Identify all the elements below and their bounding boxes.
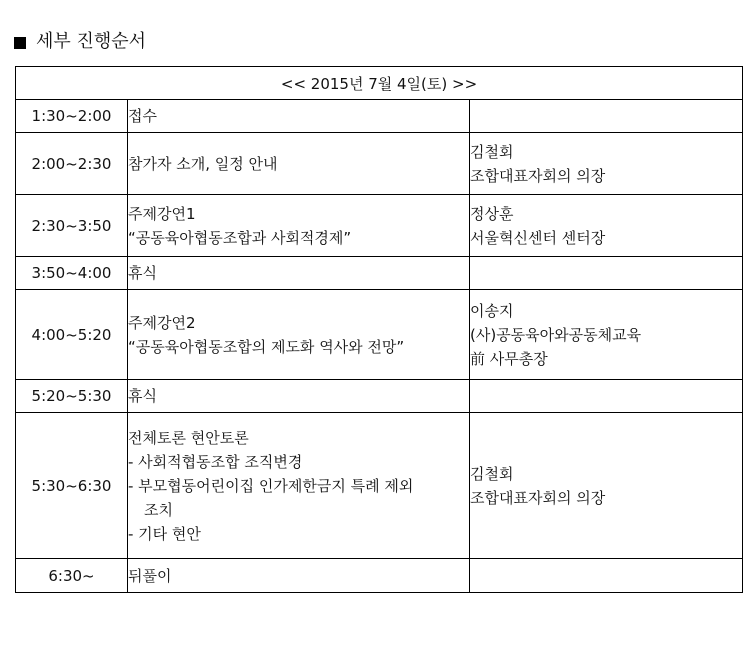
table-row — [16, 133, 743, 195]
speaker-cell — [470, 559, 743, 593]
program-line: 전체토론 현안토론 — [128, 428, 249, 447]
table-row — [16, 100, 743, 133]
speaker-cell — [470, 290, 743, 380]
table-row — [16, 380, 743, 413]
square-bullet-icon — [14, 37, 26, 49]
table-row — [16, 559, 743, 593]
speaker-cell — [470, 100, 743, 133]
speaker-name: 김철회 — [470, 464, 514, 483]
speaker-title: 서울혁신센터 센터장 — [470, 228, 606, 247]
speaker-affiliation: (사)공동육아와공동체교육 — [470, 325, 642, 344]
table-row — [16, 290, 743, 380]
table-row — [16, 257, 743, 290]
time-cell: 5:30~6:30 — [16, 413, 128, 559]
section-heading-text: 세부 진행순서 — [36, 31, 147, 52]
program-cell — [128, 133, 470, 195]
speaker-name: 김철회 — [470, 142, 514, 161]
speaker-name: 이송지 — [470, 301, 514, 320]
program-cell — [128, 290, 470, 380]
speaker-cell — [470, 413, 743, 559]
program-cell — [128, 413, 470, 559]
speaker-title: 조합대표자회의 의장 — [470, 166, 606, 185]
program-line: 참가자 소개, 일정 안내 — [128, 154, 278, 173]
table-row — [16, 413, 743, 559]
speaker-cell — [470, 380, 743, 413]
time-cell: 3:50~4:00 — [16, 257, 128, 290]
speaker-title: 조합대표자회의 의장 — [470, 488, 606, 507]
schedule-table — [15, 66, 743, 593]
date-header-row — [16, 67, 743, 100]
date-header: << 2015년 7월 4일(토) >> — [16, 67, 743, 100]
program-cell — [128, 195, 470, 257]
speaker-cell — [470, 195, 743, 257]
program-bullet: - 사회적협동조합 조직변경 — [128, 452, 303, 471]
table-row — [16, 195, 743, 257]
speaker-name: 정상훈 — [470, 204, 514, 223]
program-line: 주제강연1 — [128, 204, 196, 223]
speaker-title: 前 사무총장 — [470, 349, 548, 368]
program-cell — [128, 380, 470, 413]
program-line: “공동육아협동조합의 제도화 역사와 전망” — [128, 337, 405, 356]
program-bullet: - 부모협동어린이집 인가제한금지 특례 제외 — [128, 476, 414, 495]
program-line: “공동육아협동조합과 사회적경제” — [128, 228, 352, 247]
time-cell: 6:30~ — [16, 559, 128, 593]
program-bullet: - 기타 현안 — [128, 524, 201, 543]
program-cell — [128, 559, 470, 593]
program-line: 뒤풀이 — [128, 566, 172, 585]
section-heading — [14, 30, 146, 54]
time-cell: 2:00~2:30 — [16, 133, 128, 195]
time-cell: 5:20~5:30 — [16, 380, 128, 413]
time-cell: 2:30~3:50 — [16, 195, 128, 257]
program-cell — [128, 257, 470, 290]
time-cell: 1:30~2:00 — [16, 100, 128, 133]
speaker-cell — [470, 133, 743, 195]
time-cell: 4:00~5:20 — [16, 290, 128, 380]
program-line: 휴식 — [128, 387, 157, 405]
program-line: 휴식 — [128, 264, 157, 282]
program-line: 주제강연2 — [128, 313, 196, 332]
program-bullet-continuation: 조치 — [144, 500, 173, 519]
program-line: 접수 — [128, 107, 157, 125]
speaker-cell — [470, 257, 743, 290]
program-cell — [128, 100, 470, 133]
